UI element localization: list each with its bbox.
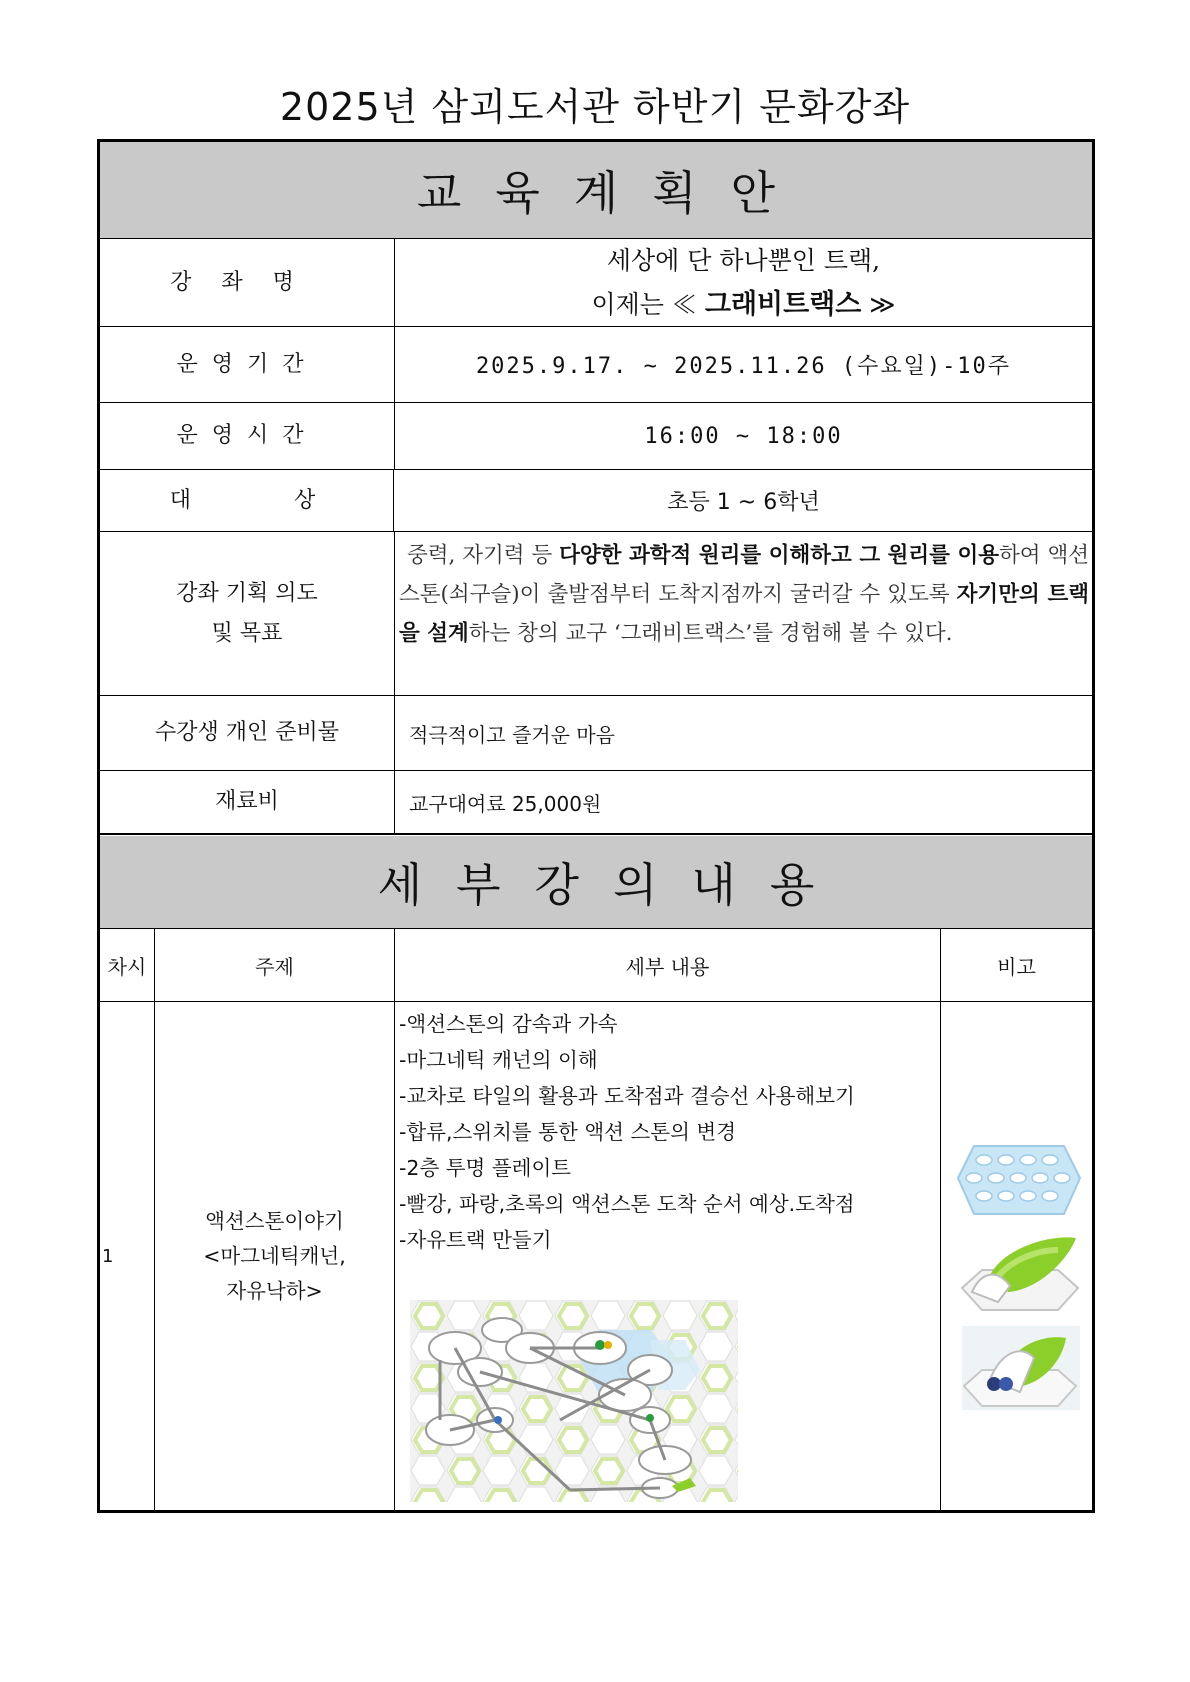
intent-label-line1: 강좌 기획 의도 [176, 580, 318, 606]
column-session: 차시 [100, 929, 155, 1001]
time-label: 운영시간 [100, 403, 395, 469]
intent-label [100, 532, 395, 695]
course-name-prefix: 이제는 ≪ [591, 289, 705, 319]
course-name-row [100, 239, 1092, 327]
column-content: 세부 내용 [395, 929, 941, 1001]
plan-table [97, 139, 1095, 1513]
fee-row [100, 771, 1092, 835]
session-topic-line3: 자유낙하> [226, 1278, 323, 1303]
session-number: 1 [102, 1245, 114, 1267]
detail-item: -액션스톤의 감속과 가속 [399, 1012, 618, 1036]
detail-item: -합류,스위치를 통한 액션 스톤의 변경 [399, 1120, 737, 1144]
transparent-plate-picture [954, 1138, 1084, 1220]
column-topic: 주제 [155, 929, 395, 1001]
period-row [100, 327, 1092, 403]
intent-text-3: 하는 창의 교구 ‘그래비트랙스’를 경험해 볼 수 있다. [468, 621, 953, 646]
intent-label-line2: 및 목표 [211, 620, 283, 646]
intent-row [100, 532, 1092, 696]
intent-bold-1: 다양한 과학적 원리를 이해하고 그 원리를 이용 [559, 543, 1000, 568]
target-value: 초등 1 ~ 6학년 [667, 490, 820, 515]
detail-item: -자유트랙 만들기 [399, 1228, 552, 1252]
detail-column-header [100, 929, 1092, 1002]
detail-heading-band [100, 836, 1092, 929]
intent-text-2: 하여 액션스톤(쇠구슬)이 출발점부터 도착지점까지 굴러갈 수 있도록 [399, 543, 1090, 607]
detail-item: -빨강, 파랑,초록의 액션스톤 도착 순서 예상.도착점 [399, 1192, 855, 1216]
session-topic-line1: 액션스톤이야기 [205, 1208, 344, 1233]
column-note: 비고 [997, 954, 1036, 979]
prep-label: 수강생 개인 준비물 [100, 696, 395, 770]
session-details [395, 1002, 941, 1258]
fee-label: 재료비 [100, 771, 395, 833]
prep-row [100, 696, 1092, 771]
course-name-suffix: ≫ [861, 289, 896, 319]
magnetic-cannon-picture [958, 1230, 1082, 1316]
action-stone-picture [962, 1326, 1080, 1410]
session-topic [155, 1002, 394, 1510]
intent-value [395, 532, 1092, 695]
fee-value: 교구대여료 25,000원 [409, 791, 602, 816]
detail-item: -교차로 타일의 활용과 도착점과 결승선 사용해보기 [399, 1084, 855, 1108]
target-row [100, 470, 1092, 532]
target-label: 대 상 [100, 470, 394, 531]
intent-text-1: 중력, 자기력 등 [407, 543, 560, 568]
course-name-line1: 세상에 단 하나뿐인 트랙, [606, 245, 881, 275]
course-name-value [395, 239, 1092, 326]
plan-heading: 교육계획안 [416, 166, 810, 220]
time-row [100, 403, 1092, 470]
session-row-1 [100, 1002, 1092, 1510]
course-name-label: 강좌명 [100, 239, 395, 326]
session-topic-line2: <마그네틱캐넌, [203, 1243, 346, 1268]
detail-item: -마그네틱 캐넌의 이해 [399, 1048, 598, 1072]
plan-heading-band [100, 142, 1092, 239]
detail-item: -2층 투명 플레이트 [399, 1156, 572, 1180]
prep-value: 적극적이고 즐거운 마음 [409, 722, 615, 747]
detail-heading: 세부강의내용 [377, 858, 849, 912]
period-label: 운영기간 [100, 327, 395, 402]
course-name-highlight: 그래비트랙스 [704, 288, 862, 320]
track-layout-illustration [410, 1300, 738, 1502]
time-value: 16:00 ~ 18:00 [644, 423, 843, 449]
document-title: 2025년 삼괴도서관 하반기 문화강좌 [279, 85, 911, 129]
period-value: 2025.9.17. ~ 2025.11.26 (수요일)-10주 [475, 354, 1012, 379]
intent-bold-2: 자기만의 트랙을 설계 [399, 582, 1089, 646]
